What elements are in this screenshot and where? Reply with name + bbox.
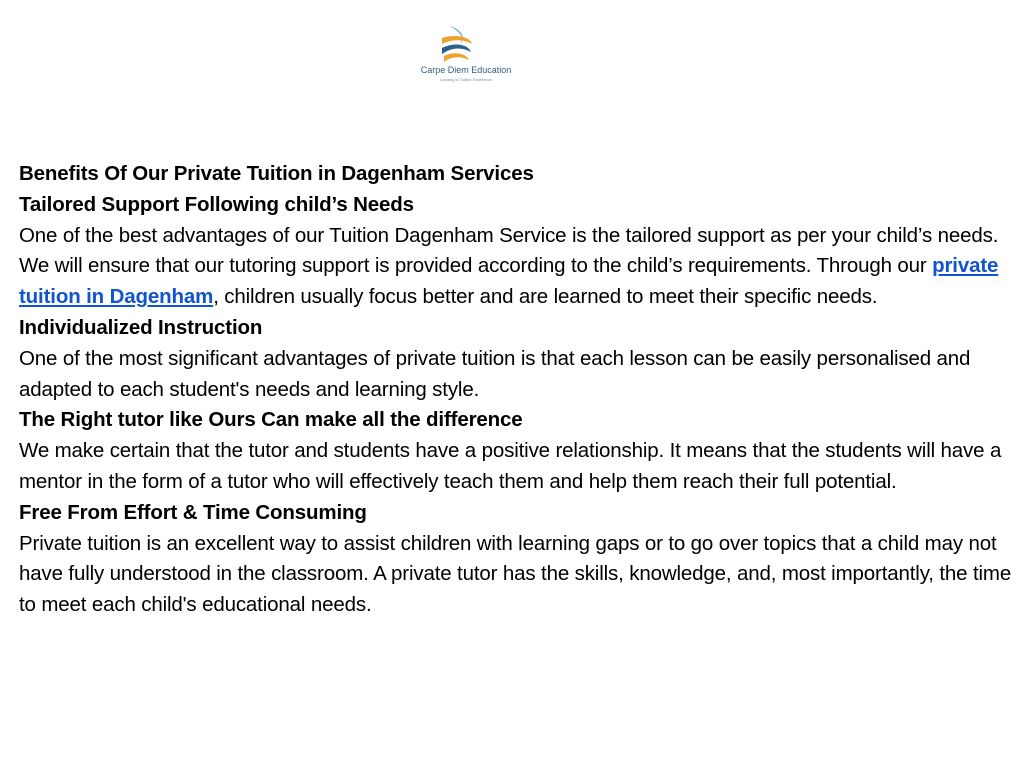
article-title: Benefits Of Our Private Tuition in Dagenham Services [19,162,534,185]
section-body: Private tuition is an excellent way to assist children with learning gaps or to go over topics that a child may not have fully understood in the classroom. A private tutor has the skills, knowledge, and, most importantly, the time to meet each child's educational needs. [19,531,1012,617]
section-heading: Individualized Instruction [19,315,263,339]
private-tuition-link[interactable]: private tuition in Dagenham [19,254,999,309]
brand-name: Carpe Diem Education [420,65,512,75]
section-body [19,221,1023,313]
section-heading: Tailored Support Following child’s Needs [19,192,414,216]
swoosh-logo-icon [436,24,476,64]
section-body-text: One of the best advantages of our Tuition Dagenham Service is the tailored support as per your child’s needs. We will ensure that our tutoring support is provided according to the child’s requirements. Through our [19,223,999,278]
section-body: One of the most significant advantages of private tuition is that each lesson can be easily personalised and adapted to each student's needs and learning style. [19,346,971,401]
section-heading: Free From Effort & Time Consuming [19,500,367,524]
section-body: We make certain that the tutor and students have a positive relationship. It means that the students will have a mentor in the form of a tutor who will effectively teach them and help them reach their full potential. [19,439,1002,493]
brand-tagline: Leading in Tuition Excellence [440,77,492,82]
section-heading: The Right tutor like Ours Can make all the difference [19,408,523,432]
article-content [19,159,1023,621]
brand-logo [404,24,528,88]
section-body-text: , children usually focus better and are learned to meet their specific needs. [213,285,878,309]
